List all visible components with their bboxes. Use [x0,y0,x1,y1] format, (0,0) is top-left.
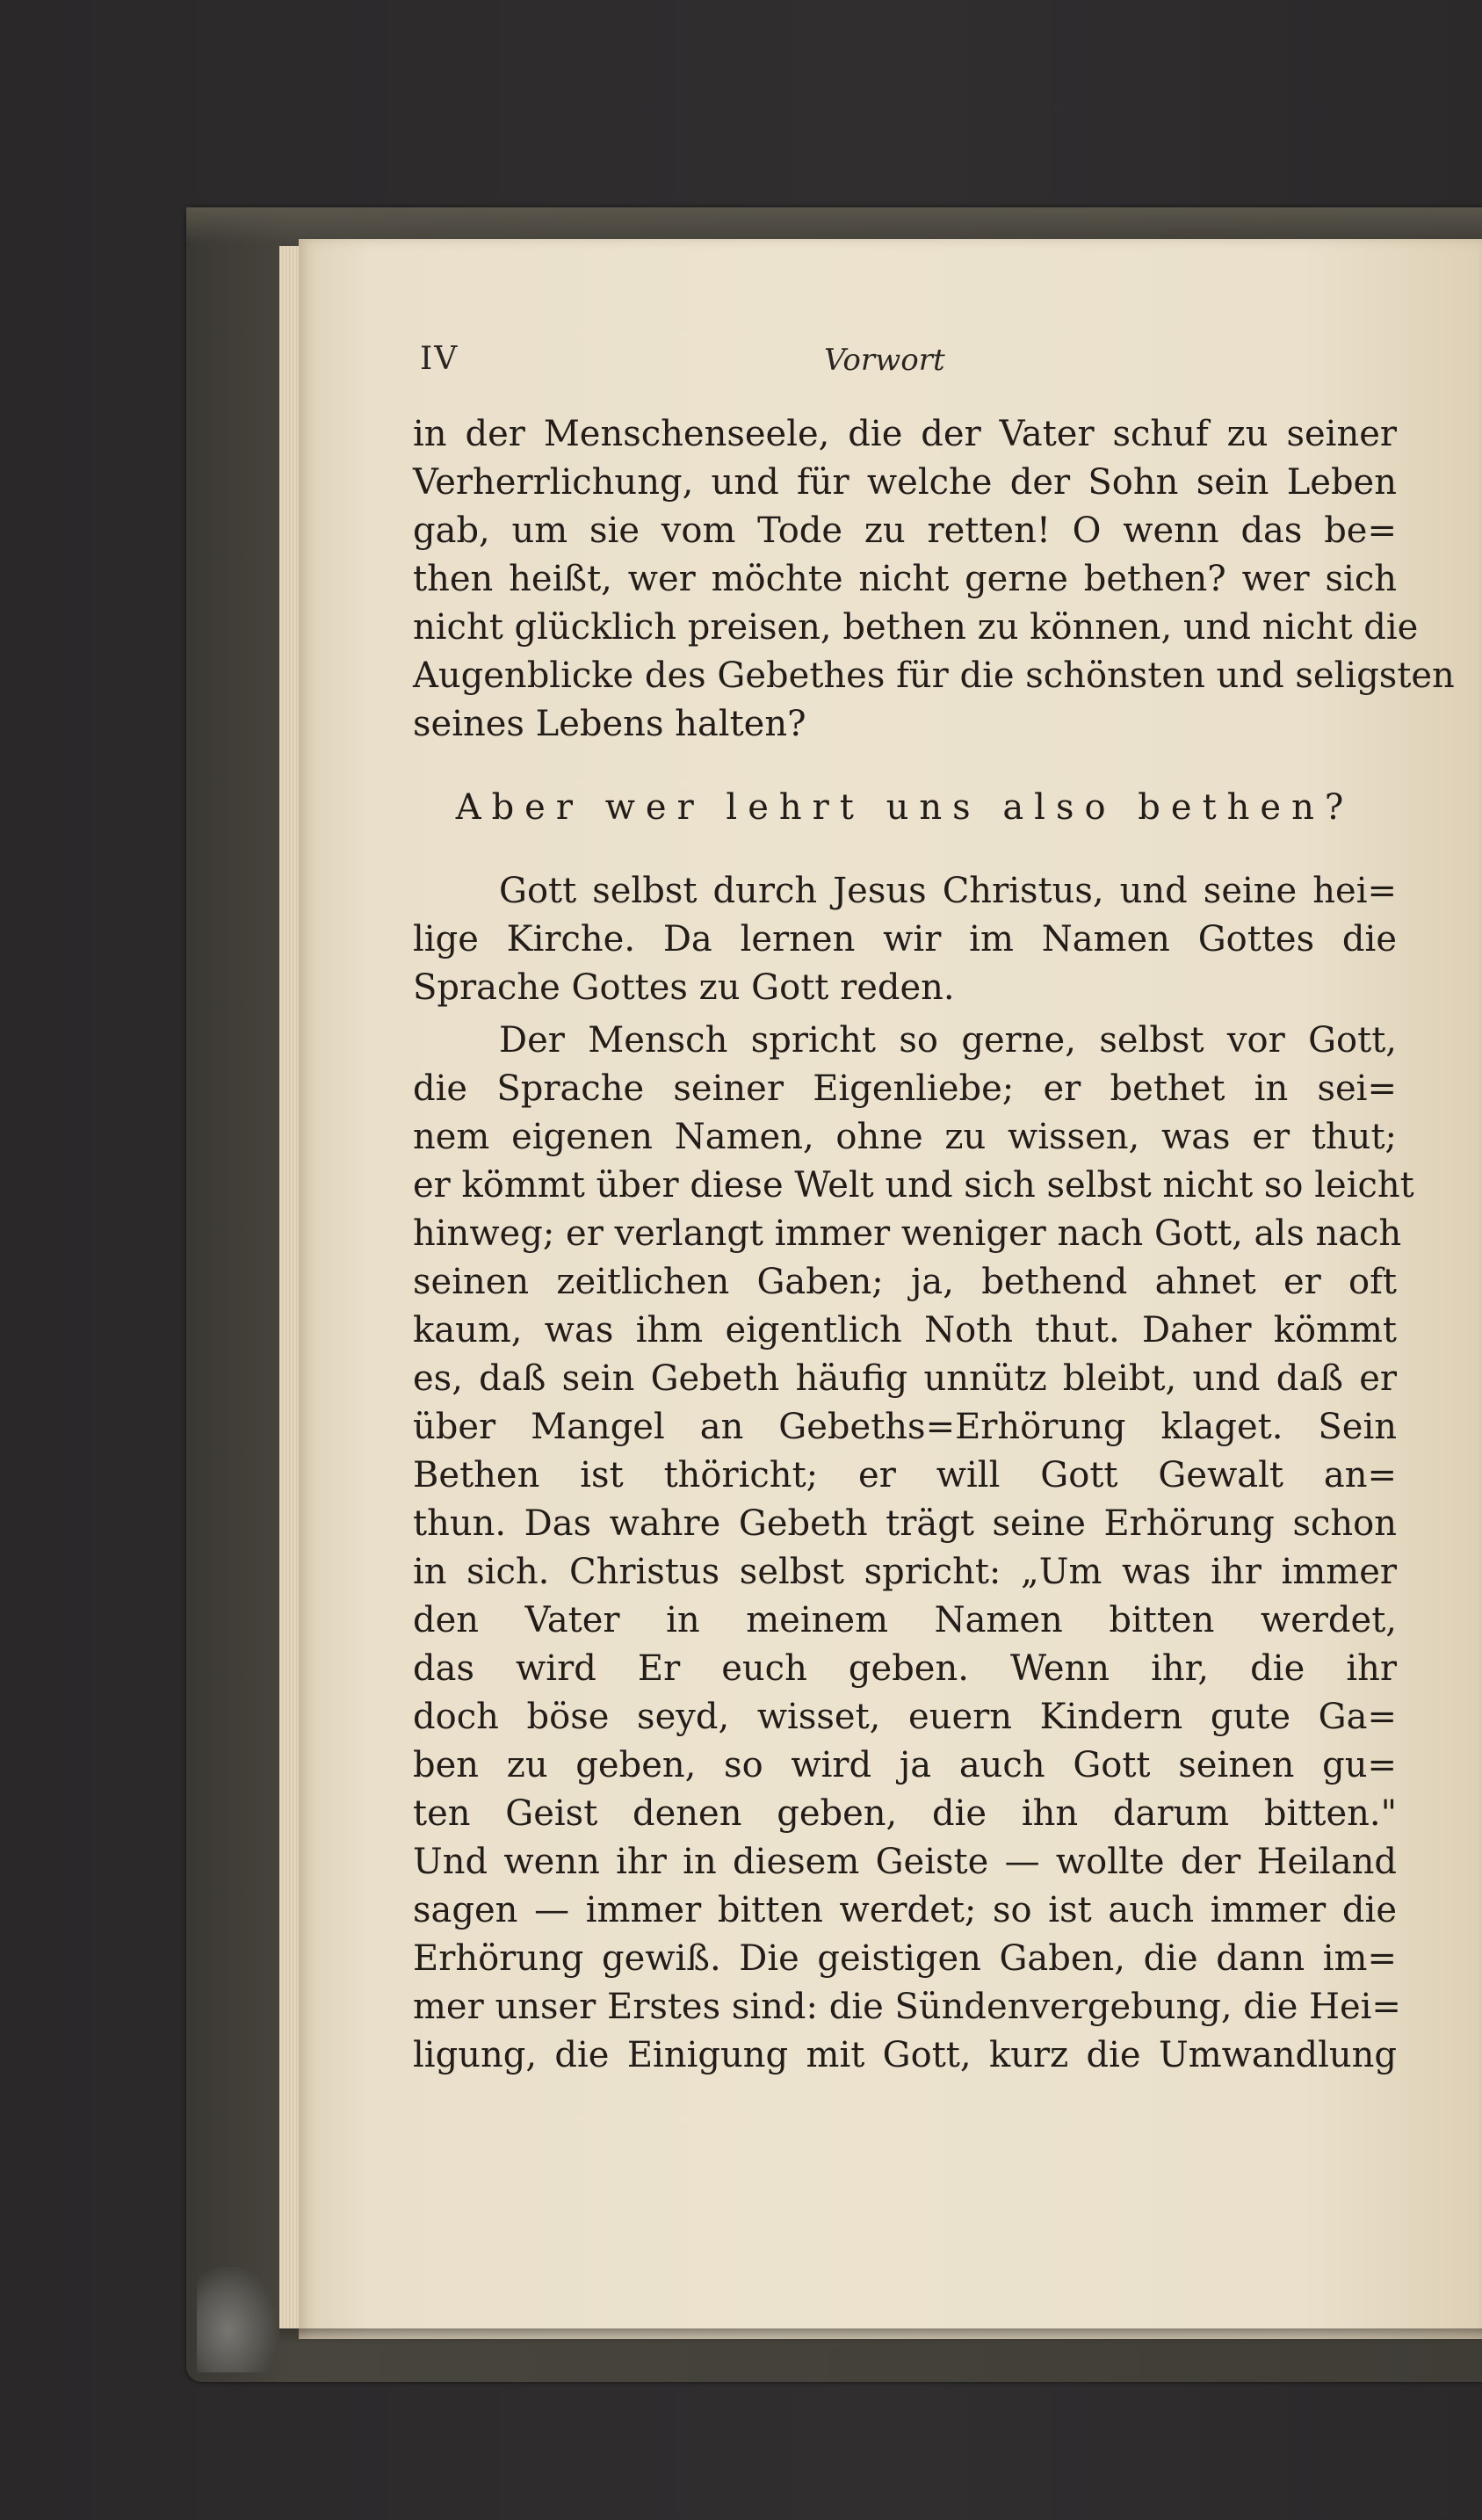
text-line: über Mangel an Gebeths=Erhörung klaget. Sein [413,1407,1397,1447]
text-line: ligung, die Einigung mit Gott, kurz die Umwandlung [413,2035,1397,2075]
text-line: ten Geist denen geben, die ihn darum bitten." [413,1793,1397,1834]
text-line: Gott selbst durch Jesus Christus, und seine hei= [499,871,1397,911]
text-line: thun. Das wahre Gebeth trägt seine Erhörung schon [413,1503,1397,1544]
running-head [420,341,1413,385]
running-title: Vorwort [824,343,945,378]
text-line: lige Kirche. Da lernen wir im Namen Gottes die [413,919,1397,959]
text-line: Erhörung gewiß. Die geistigen Gaben, die dann im= [413,1938,1397,1979]
text-line: Und wenn ihr in diesem Geiste — wollte der Heiland [413,1842,1397,1882]
cover-wear [186,207,1482,243]
text-line: er kömmt über diese Welt und sich selbst nicht so leicht [413,1165,1414,1206]
text-line: hinweg; er verlangt immer weniger nach Gott, als nach [413,1213,1402,1254]
text-line: Der Mensch spricht so gerne, selbst vor Gott, [499,1020,1397,1061]
text-line: sagen — immer bitten werdet; so ist auch immer die [413,1890,1397,1930]
text-line: gab, um sie vom Tode zu retten! O wenn das be= [413,511,1397,551]
text-line: ben zu geben, so wird ja auch Gott seinen gu= [413,1745,1397,1785]
text-line: das wird Er euch geben. Wenn ihr, die ihr [413,1648,1397,1689]
text-line: then heißt, wer möchte nicht gerne bethen? wer sich [413,559,1397,599]
text-line: in sich. Christus selbst spricht: „Um was ihr immer [413,1552,1397,1592]
text-line: nicht glücklich preisen, bethen zu können, und nicht die [413,607,1419,648]
page-shadow [279,2328,1482,2344]
text-line: es, daß sein Gebeth häufig unnütz bleibt, und daß er [413,1358,1397,1399]
text-line: Bethen ist thöricht; er will Gott Gewalt an= [413,1455,1397,1495]
text-line: in der Menschenseele, die der Vater schuf zu seiner [413,414,1397,454]
text-line: seines Lebens halten? [413,704,806,744]
text-line: seinen zeitlichen Gaben; ja, bethend ahnet er oft [413,1262,1397,1302]
text-line: nem eigenen Namen, ohne zu wissen, was er thut; [413,1117,1397,1157]
text-line: doch böse seyd, wisset, euern Kindern gute Ga= [413,1697,1397,1737]
text-line: die Sprache seiner Eigenliebe; er bethet in sei= [413,1068,1397,1109]
text-line: den Vater in meinem Namen bitten werdet, [413,1600,1397,1640]
text-line: Augenblicke des Gebethes für die schönsten und seligsten [413,655,1455,696]
text-line: kaum, was ihm eigentlich Noth thut. Daher kömmt [413,1310,1397,1351]
text-line: mer unser Erstes sind: die Sündenvergebung, die Hei= [413,1987,1401,2027]
text-line: Sprache Gottes zu Gott reden. [413,967,955,1008]
text-line: Verherrlichung, und für welche der Sohn sein Leben [413,462,1397,503]
cover-corner-wear [197,2267,276,2372]
page-number: IV [420,341,459,377]
section-heading: Aber wer lehrt uns also bethen? [455,787,1355,828]
